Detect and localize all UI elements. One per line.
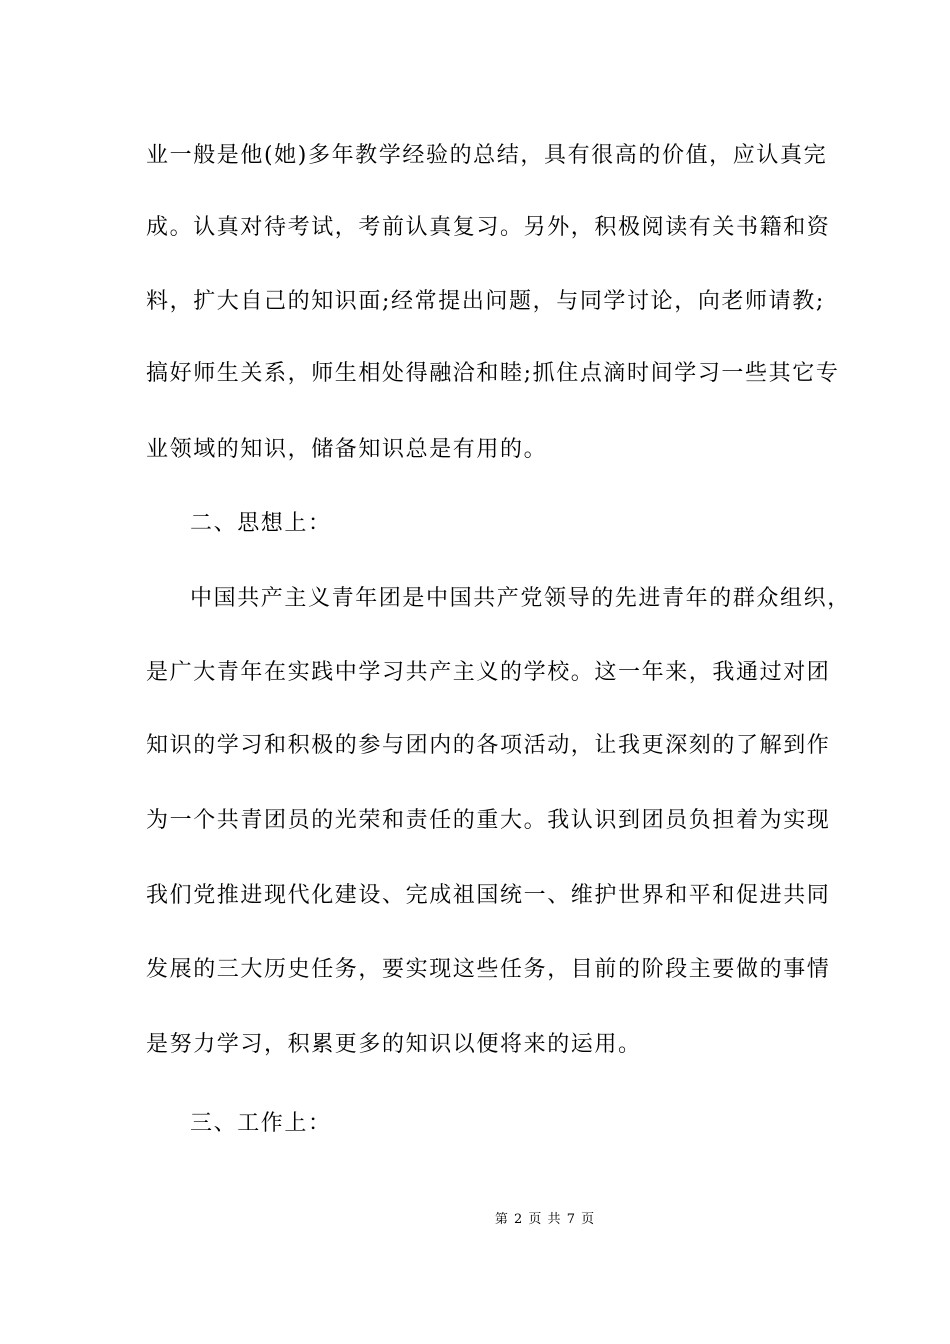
section-heading-thought: 二、思想上： <box>190 511 332 536</box>
paragraph-line: 为一个共青团员的光荣和责任的重大。我认识到团员负担着为实现 <box>146 808 831 833</box>
paragraph-line: 是广大青年在实践中学习共产主义的学校。这一年来，我通过对团 <box>146 660 831 685</box>
page-number: 第 2 页 共 7 页 <box>494 1212 596 1227</box>
paragraph-line: 料，扩大自己的知识面;经常提出问题，与同学讨论，向老师请教; <box>146 289 825 314</box>
paragraph-line: 业领域的知识，储备知识总是有用的。 <box>146 437 548 462</box>
paragraph-line: 搞好师生关系，师生相处得融洽和睦;抓住点滴时间学习一些其它专 <box>146 361 840 386</box>
paragraph-line: 我们党推进现代化建设、完成祖国统一、维护世界和平和促进共同 <box>146 883 831 908</box>
section-heading-work: 三、工作上： <box>190 1111 332 1136</box>
paragraph-line: 业一般是他(她)多年教学经验的总结，具有很高的价值，应认真完 <box>146 143 828 168</box>
paragraph-line: 发展的三大历史任务，要实现这些任务，目前的阶段主要做的事情 <box>146 957 831 982</box>
paragraph-line: 成。认真对待考试，考前认真复习。另外，积极阅读有关书籍和资 <box>146 215 831 240</box>
paragraph-line: 中国共产主义青年团是中国共产党领导的先进青年的群众组织， <box>190 586 851 611</box>
paragraph-line: 是努力学习，积累更多的知识以便将来的运用。 <box>146 1032 642 1057</box>
paragraph-line: 知识的学习和积极的参与团内的各项活动，让我更深刻的了解到作 <box>146 733 831 758</box>
